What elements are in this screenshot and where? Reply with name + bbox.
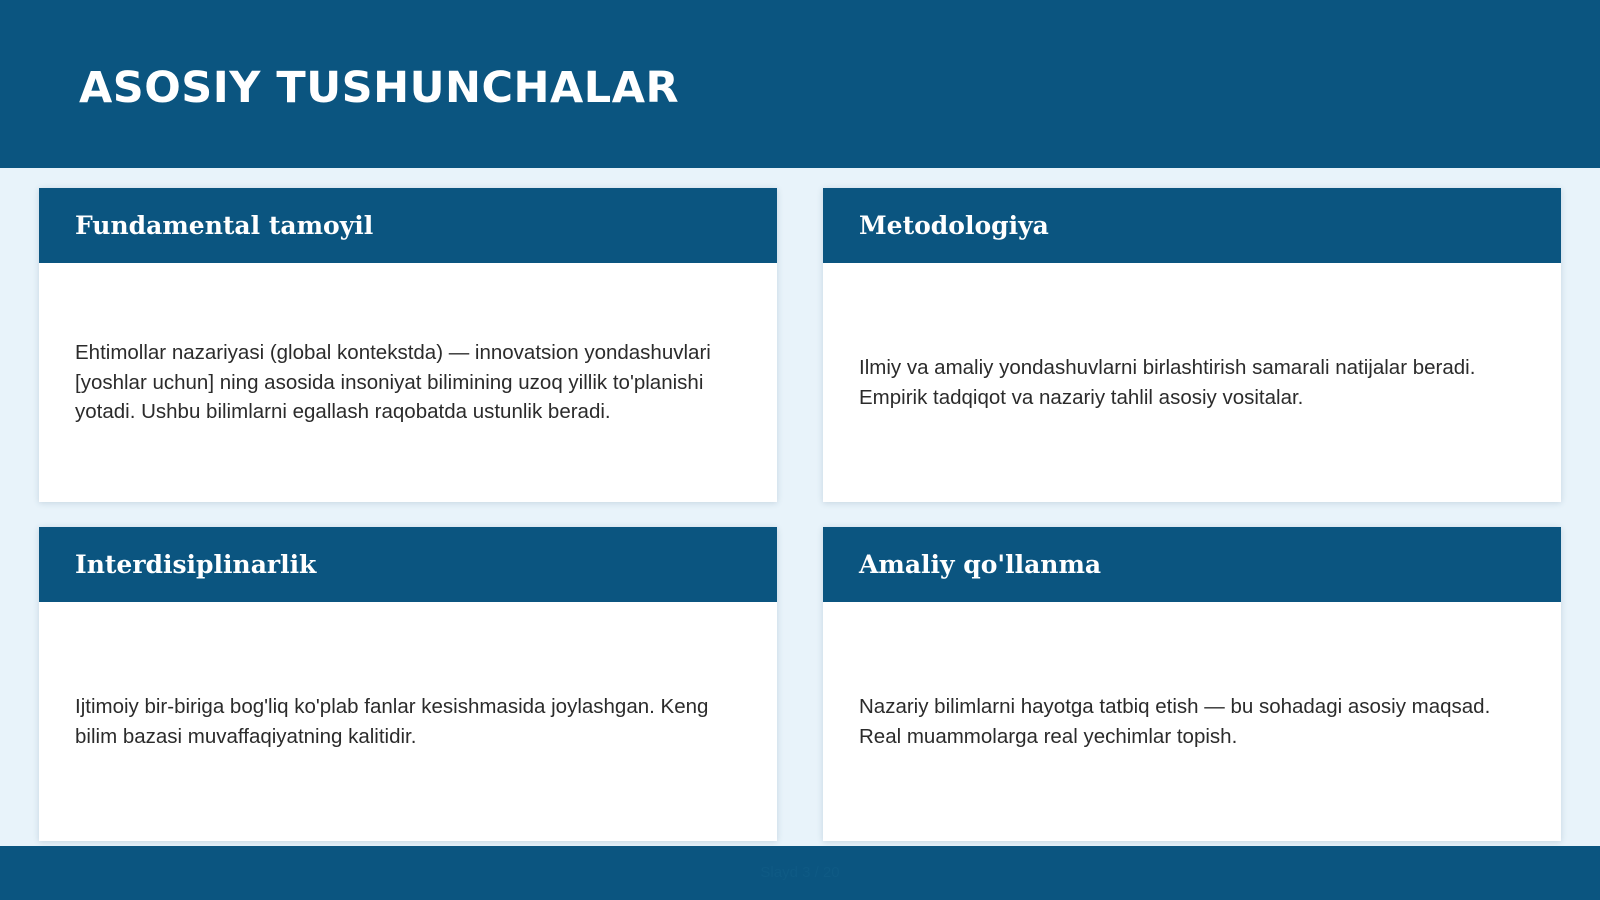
card-title: Metodologiya: [859, 211, 1049, 240]
page-title: ASOSIY TUSHUNCHALAR: [79, 63, 680, 113]
card-header: [39, 188, 777, 263]
concept-card-fundamental: [39, 188, 777, 502]
card-text: Nazariy bilimlarni hayotga tatbiq etish — bu sohadagi asosiy maqsad. Real muammolarga real yechimlar topish.: [859, 695, 1491, 748]
card-title: Fundamental tamoyil: [75, 211, 374, 240]
card-text: Ehtimollar nazariyasi (global kontekstda) — innovatsion yondashuvlari [yoshlar uchun] ning asosida insoniyat bilimining uzoq yillik to'planishi yotadi. Ushbu bilimlarni egallash raqobatda ustunlik beradi.: [75, 341, 711, 424]
slide-header: [0, 0, 1600, 168]
card-text: Ijtimoiy bir-biriga bog'liq ko'plab fanlar kesishmasida joylashgan. Keng bilim bazasi muvaffaqiyatning kalitidir.: [75, 695, 709, 748]
card-header: [823, 188, 1561, 263]
concept-card-practical: [823, 527, 1561, 841]
card-body: [75, 602, 741, 841]
card-title: Interdisiplinarlik: [75, 550, 317, 579]
card-header: [39, 527, 777, 602]
card-title: Amaliy qo'llanma: [859, 550, 1102, 579]
card-header: [823, 527, 1561, 602]
slide-footer: [0, 846, 1600, 900]
concept-card-methodology: [823, 188, 1561, 502]
slide-number: Slayd 3 / 20: [760, 864, 840, 881]
card-body: [75, 263, 741, 502]
concept-card-interdisciplinary: [39, 527, 777, 841]
card-body: [859, 263, 1525, 502]
card-body: [859, 602, 1525, 841]
card-text: Ilmiy va amaliy yondashuvlarni birlashtirish samarali natijalar beradi. Empirik tadqiqot va nazariy tahlil asosiy vositalar.: [859, 356, 1476, 409]
